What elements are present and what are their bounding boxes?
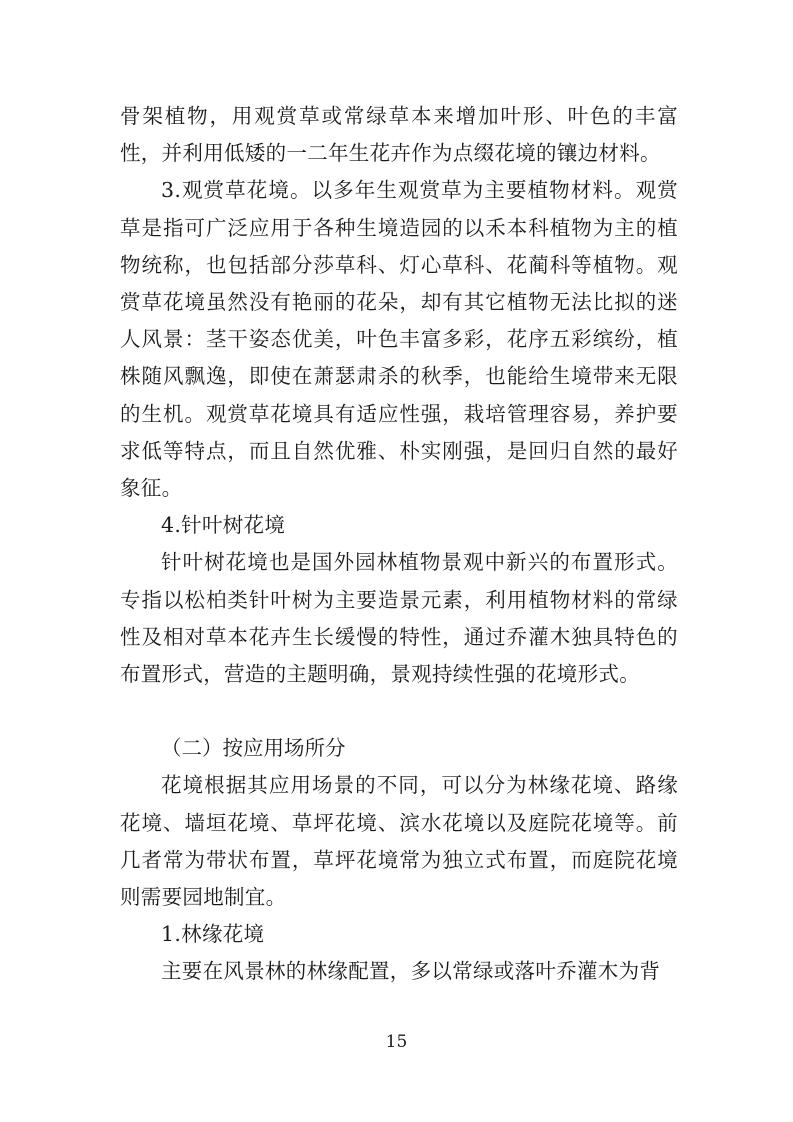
page-number: 15: [385, 1032, 408, 1052]
document-body: [120, 98, 678, 991]
section-spacer: [120, 693, 678, 730]
section-heading-by-application-site: （二）按应用场所分: [161, 736, 346, 761]
paragraph-ornamental-grass-border: 3.观赏草花境。以多年生观赏草为主要植物材料。观赏草是指可广泛应用于各种生境造园的以禾本科植物为主的植物统称，也包括部分莎草科、灯心草科、花蔺科等植物。观赏草花境虽然没有艳丽的花朵，却有其它植物无法比拟的迷人风景：茎干姿态优美，叶色丰富多彩，花序五彩缤纷，植株随风飘逸，即使在萧瑟肃杀的秋季，也能给生境带来无限的生机。观赏草花境具有适应性强，栽培管理容易，养护要求低等特点，而且自然优雅、朴实刚强，是回归自然的最好象征。: [120, 178, 678, 501]
paragraph-continuation: 骨架植物，用观赏草或常绿草本来增加叶形、叶色的丰富性，并利用低矮的一二年生花卉作为点缀花境的镶边材料。: [120, 104, 678, 166]
heading-conifer-border: 4.针叶树花境: [161, 513, 286, 538]
paragraph-forest-edge-border: 主要在风景林的林缘配置，多以常绿或落叶乔灌木为背: [161, 959, 661, 984]
paragraph-conifer-border: 针叶树花境也是国外园林植物景观中新兴的布置形式。专指以松柏类针叶树为主要造景元素，利用植物材料的常绿性及相对草本花卉生长缓慢的特性，通过乔灌木独具特色的布置形式，营造的主题明确，景观持续性强的花境形式。: [120, 550, 678, 687]
paragraph-application-scenes: 花境根据其应用场景的不同，可以分为林缘花境、路缘花境、墙垣花境、草坪花境、滨水花境以及庭院花境等。前几者常为带状布置，草坪花境常为独立式布置，而庭院花境则需要园地制宜。: [120, 773, 678, 910]
heading-forest-edge-border: 1.林缘花境: [161, 922, 265, 947]
